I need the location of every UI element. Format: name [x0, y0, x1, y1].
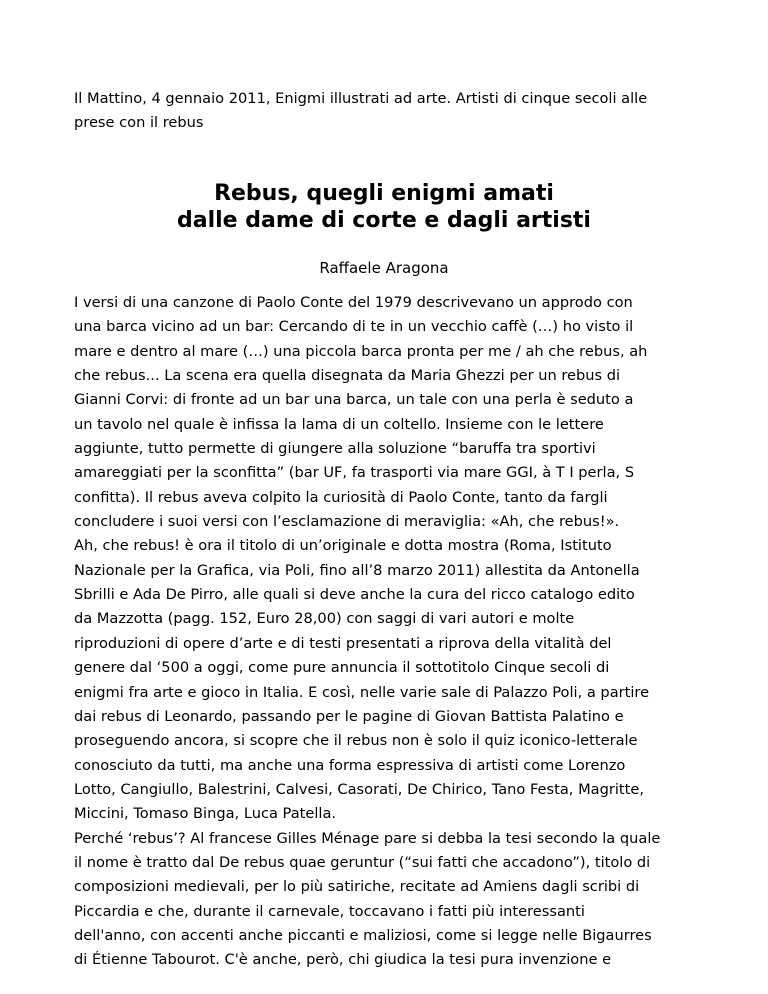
body-line: un tavolo nel quale è infissa la lama di un coltello. Insieme con le lettere: [74, 415, 604, 433]
body-line: Gianni Corvi: di fronte ad un bar una barca, un tale con una perla è seduto a: [74, 391, 634, 409]
headline-line: Rebus, quegli enigmi amati: [214, 181, 554, 206]
source-citation: [74, 87, 704, 136]
headline-line: dalle dame di corte e dagli artisti: [177, 208, 591, 233]
body-line: confitta). Il rebus aveva colpito la curiosità di Paolo Conte, tanto da fargli: [74, 488, 608, 506]
body-line: il nome è tratto dal De rebus quae geruntur (“sui fatti che accadono”), titolo di: [74, 853, 651, 871]
body-line: enigmi fra arte e gioco in Italia. E così, nelle varie sale di Palazzo Poli, a partire: [74, 683, 650, 701]
body-line: da Mazzotta (pagg. 152, Euro 28,00) con saggi di vari autori e molte: [74, 610, 575, 628]
body-line: I versi di una canzone di Paolo Conte del 1979 descrivevano un approdo con: [74, 294, 633, 311]
body-line: aggiunte, tutto permette di giungere alla soluzione “baruffa tra sportivi: [74, 440, 596, 458]
body-line: riproduzioni di opere d’arte e di testi presentati a riprova della vitalità del: [74, 634, 612, 652]
body-line: concludere i suoi versi con l’esclamazione di meraviglia: «Ah, che rebus!».: [74, 513, 620, 531]
body-line: Miccini, Tomaso Binga, Luca Patella.: [74, 805, 337, 823]
body-line: Piccardia e che, durante il carnevale, toccavano i fatti più interessanti: [74, 902, 585, 920]
source-line: prese con il rebus: [74, 114, 204, 132]
body-line: Nazionale per la Grafica, via Poli, fino all’8 marzo 2011) allestita da Antonella: [74, 561, 640, 579]
body-line: che rebus... La scena era quella disegnata da Maria Ghezzi per un rebus di: [74, 367, 621, 385]
body-line: mare e dentro al mare (…) una piccola barca pronta per me / ah che rebus, ah: [74, 342, 648, 360]
article-body: [74, 291, 704, 973]
body-line: composizioni medievali, per lo più satiriche, recitate ad Amiens dagli scribi di: [74, 878, 640, 896]
body-line: amareggiati per la sconfitta” (bar UF, fa trasporti via mare GGI, à T I perla, S: [74, 464, 635, 482]
body-line: conosciuto da tutti, ma anche una forma espressiva di artisti come Lorenzo: [74, 756, 626, 774]
source-line: Il Mattino, 4 gennaio 2011, Enigmi illustrati ad arte. Artisti di cinque secoli alle: [74, 90, 648, 107]
article-headline: [60, 180, 708, 234]
body-line: Perché ‘rebus’? Al francese Gilles Ménage pare si debba la tesi secondo la quale: [74, 829, 661, 847]
body-line: Lotto, Cangiullo, Balestrini, Calvesi, Casorati, De Chirico, Tano Festa, Magritte,: [74, 780, 644, 798]
body-line: dai rebus di Leonardo, passando per le pagine di Giovan Battista Palatino e: [74, 707, 624, 725]
article-author: Raffaele Aragona: [319, 259, 449, 277]
body-line: proseguendo ancora, si scopre che il rebus non è solo il quiz iconico-letterale: [74, 732, 638, 750]
body-line: una barca vicino ad un bar: Cercando di te in un vecchio caffè (…) ho visto il: [74, 318, 634, 336]
body-line: Sbrilli e Ada De Pirro, alle quali si deve anche la cura del ricco catalogo edito: [74, 586, 635, 604]
body-line: genere dal ‘500 a oggi, come pure annuncia il sottotitolo Cinque secoli di: [74, 659, 610, 677]
body-line: di Étienne Tabourot. C'è anche, però, chi giudica la tesi pura invenzione e: [74, 951, 612, 969]
body-line: Ah, che rebus! è ora il titolo di un’originale e dotta mostra (Roma, Istituto: [74, 537, 612, 555]
body-line: dell'anno, con accenti anche piccanti e maliziosi, come si legge nelle Bigaurres: [74, 926, 652, 944]
